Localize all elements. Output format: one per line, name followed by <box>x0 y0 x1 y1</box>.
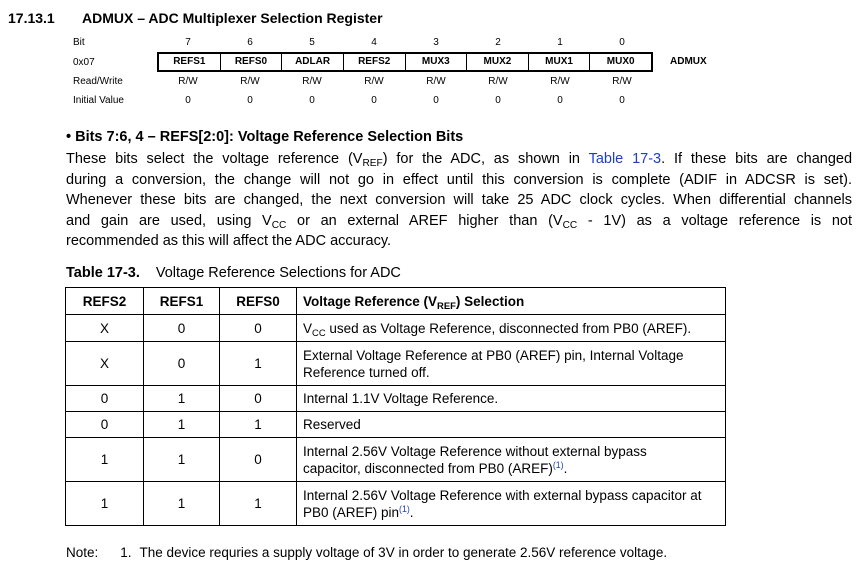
table-row <box>66 315 726 342</box>
cell-refs1: 0 <box>144 315 220 342</box>
cell-description: Internal 2.56V Voltage Reference without external bypass capacitor, disconnected from PB0 (AREF)$^{(1)}$. <box>297 438 726 482</box>
bit-access: R/W <box>302 76 322 87</box>
footnote-ref[interactable]: (1) <box>399 503 410 514</box>
cell-refs2: X <box>66 315 144 342</box>
description-line: and gain are used, using $V_{CC}$ or an external AREF higher than $(V_{CC} - 1V)$ as a voltage reference is not <box>66 212 852 231</box>
bit-access: R/W <box>550 76 570 87</box>
bit-name: MUX0 <box>606 56 635 67</box>
bit-access: R/W <box>240 76 260 87</box>
bit-number: 0 <box>619 37 625 48</box>
table-17-3-link[interactable]: Table 17-3 <box>588 151 662 167</box>
table-row <box>66 342 726 386</box>
cell-description: $V_{CC}$ used as Voltage Reference, disconnected from PB0 (AREF). <box>297 315 726 342</box>
note-text: The device requries a supply voltage of 3V in order to generate 2.56V reference voltage. <box>139 545 668 560</box>
bit-number: 2 <box>495 37 501 48</box>
bits-description <box>66 149 852 252</box>
table-label: Table 17-3. <box>66 265 140 281</box>
bit-initial-value: 0 <box>371 95 377 106</box>
cell-description: Internal 1.1V Voltage Reference. <box>297 386 726 412</box>
bit-initial-value: 0 <box>247 95 253 106</box>
bit-name: REFS2 <box>344 54 406 70</box>
cell-refs2: X <box>66 342 144 386</box>
table-row <box>66 386 726 412</box>
bit-number: 3 <box>433 37 439 48</box>
description-line: These bits select the voltage reference $(V_{REF})$ for the ADC, as shown in Table 17-3. If these bits are changed <box>66 151 853 169</box>
bit-number: 6 <box>247 37 253 48</box>
bit-name: MUX3 <box>406 54 468 70</box>
cell-refs1: 1 <box>144 386 220 412</box>
bit-access: R/W <box>488 76 508 87</box>
bit-access: R/W <box>612 76 632 87</box>
bit-initial-value: 0 <box>495 95 501 106</box>
bit-access: R/W <box>364 76 384 87</box>
cell-refs0: 1 <box>220 342 297 386</box>
cell-refs0: 0 <box>220 438 297 482</box>
bit-number: 1 <box>557 37 563 48</box>
bit-name: MUX1 <box>529 54 591 70</box>
bit-initial-value: 0 <box>557 95 563 106</box>
bit-access: R/W <box>178 76 198 87</box>
bit-name: ADLAR <box>282 54 344 70</box>
table-row <box>66 482 726 526</box>
cell-refs2: 0 <box>66 386 144 412</box>
header-refs0: REFS0 <box>220 288 297 315</box>
cell-refs1: 1 <box>144 438 220 482</box>
register-bit-box <box>157 52 653 72</box>
register-name: ADMUX <box>670 56 707 67</box>
bit-access: R/W <box>426 76 446 87</box>
bit-name: REFS1 <box>159 54 221 70</box>
note-label: Note: <box>66 545 99 560</box>
voltage-reference-table <box>65 287 726 526</box>
description-line: during a conversion, the change will not go in effect until this conversion is complete (ADIF in ADCSR is set). <box>66 171 852 188</box>
table-title: Voltage Reference Selections for ADC <box>155 265 401 281</box>
table-caption <box>66 265 401 281</box>
cell-refs2: 1 <box>66 438 144 482</box>
cell-description: Internal 2.56V Voltage Reference with external bypass capacitor at PB0 (AREF) pin$^{(1)}$. <box>297 482 726 526</box>
description-line: Whenever these bits are changed, the next conversion will take 25 ADC clock cycles. When differential channels <box>66 192 852 208</box>
footnote-ref[interactable]: (1) <box>552 459 564 470</box>
bit-number: 4 <box>371 37 377 48</box>
cell-refs1: 1 <box>144 482 220 526</box>
bit-initial-value: 0 <box>185 95 191 106</box>
bit-initial-value: 0 <box>433 95 439 106</box>
table-header-row <box>66 288 726 315</box>
bits-heading: • Bits 7:6, 4 – REFS[2:0]: Voltage Reference Selection Bits <box>66 129 464 145</box>
note-number: 1. <box>120 545 132 560</box>
header-refs1: REFS1 <box>144 288 220 315</box>
cell-description: Reserved <box>297 412 726 438</box>
cell-refs1: 0 <box>144 342 220 386</box>
rw-row-label: Read/Write <box>73 76 123 87</box>
cell-refs2: 0 <box>66 412 144 438</box>
bit-row-label: Bit <box>73 37 85 48</box>
bit-initial-value: 0 <box>309 95 315 106</box>
cell-refs0: 0 <box>220 386 297 412</box>
cell-refs2: 1 <box>66 482 144 526</box>
table-row <box>66 438 726 482</box>
header-selection: Voltage Reference $(V_{REF})$ Selection <box>297 288 726 315</box>
initial-row-label: Initial Value <box>73 95 124 106</box>
section-number: 17.13.1 <box>8 10 55 26</box>
address-label: 0x07 <box>73 57 95 68</box>
cell-refs0: 1 <box>220 412 297 438</box>
table-row <box>66 412 726 438</box>
description-line: recommended as this will affect the ADC accuracy. <box>66 233 392 249</box>
header-refs2: REFS2 <box>66 288 144 315</box>
bit-number: 5 <box>309 37 315 48</box>
bit-name: MUX2 <box>467 54 529 70</box>
cell-description: External Voltage Reference at PB0 (AREF) pin, Internal Voltage Reference turned off. <box>297 342 726 386</box>
footnote <box>66 545 667 560</box>
bit-initial-value: 0 <box>619 95 625 106</box>
cell-refs0: 1 <box>220 482 297 526</box>
cell-refs0: 0 <box>220 315 297 342</box>
cell-refs1: 1 <box>144 412 220 438</box>
bit-number: 7 <box>185 37 191 48</box>
bit-name: REFS0 <box>221 54 283 70</box>
section-title: ADMUX – ADC Multiplexer Selection Register <box>82 10 383 26</box>
